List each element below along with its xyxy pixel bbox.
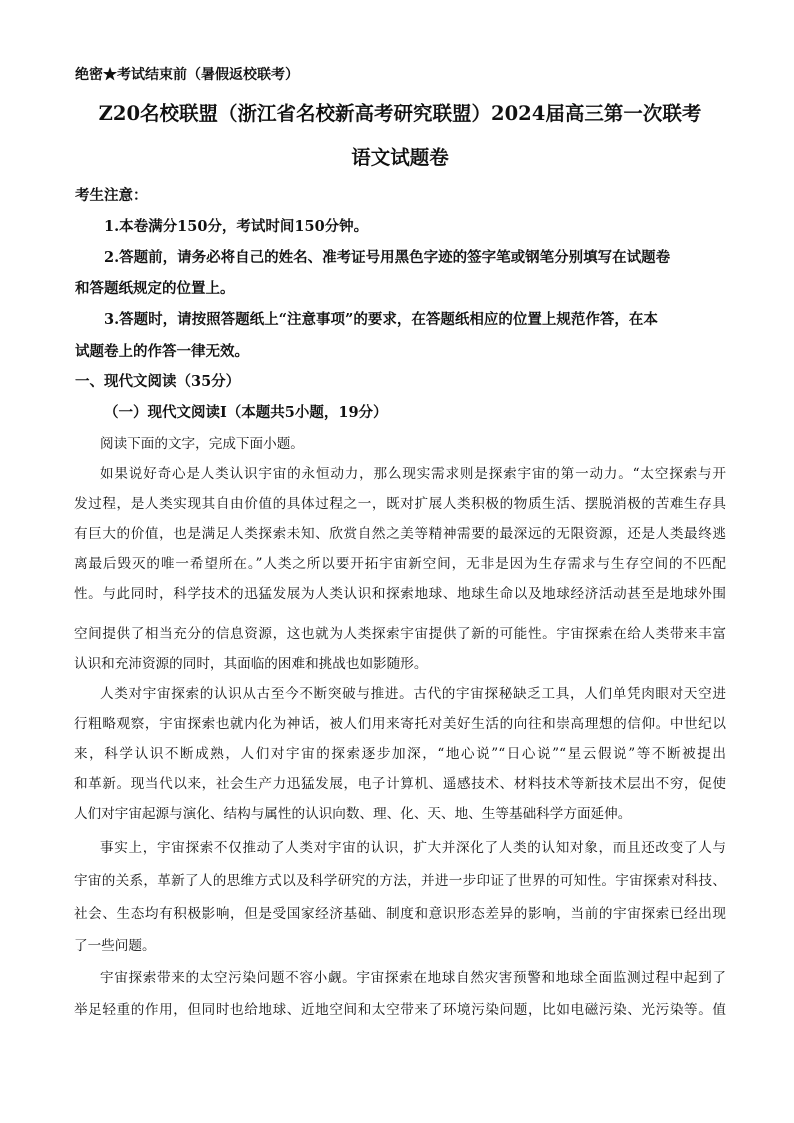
notice-heading: 考生注意： [75, 187, 148, 204]
passage-line: 有巨大的价值，也是满足人类探索未知、欣赏自然之美等精神需要的最深远的无限资源，还是人类最终逃 [74, 526, 726, 542]
notice-item-2-line-2: 和答题纸规定的位置上。 [75, 280, 235, 297]
passage-line: 行粗略观察，宇宙探索也就内化为神话，被人们用来寄托对美好生活的向往和崇高理想的信仰。中世纪以 [74, 716, 726, 732]
section-subheading: （一）现代文阅读Ⅰ（本题共5小题，19分） [104, 404, 388, 421]
passage-line: 宇宙的关系，革新了人的思维方式以及科学研究的方法，并进一步印证了世界的可知性。宇宙探索对科技、 [74, 873, 726, 889]
passage-line: 社会、生态均有积极影响，但是受国家经济基础、制度和意识形态差异的影响，当前的宇宙探索已经出现 [74, 906, 726, 922]
passage-line: 人们对宇宙起源与演化、结构与属性的认识向数、理、化、天、地、生等基础科学方面延伸。 [74, 806, 632, 822]
section-heading: 一、现代文阅读（35分） [75, 373, 241, 390]
passage-line: 人类对宇宙探索的认识从古至今不断突破与推进。古代的宇宙探秘缺乏工具，人们单凭肉眼对天空进 [100, 686, 726, 702]
passage-line: 举足轻重的作用，但同时也给地球、近地空间和太空带来了环境污染问题，比如电磁污染、光污染等。值 [74, 1002, 726, 1018]
passage-line: 性。与此同时，科学技术的迅猛发展为人类认识和探索地球、地球生命以及地球经济活动甚至是地球外围 [74, 586, 726, 602]
passage-line: 认识和充沛资源的同时，其面临的困难和挑战也如影随形。 [74, 656, 428, 672]
passage-line: 空间提供了相当充分的信息资源，这也就为人类探索宇宙提供了新的可能性。宇宙探索在给人类带来丰富 [74, 626, 726, 642]
passage-line: 离最后毁灭的唯一希望所在。”人类之所以要开拓宇宙新空间，无非是因为生存需求与生存空间的不匹配 [74, 556, 726, 572]
notice-item-2-line-1: 2.答题前，请务必将自己的姓名、准考证号用黑色字迹的签字笔或钢笔分别填写在试题卷 [104, 249, 671, 266]
confidential-label: 绝密★考试结束前（暑假返校联考） [75, 67, 299, 83]
exam-subject-title: 语文试题卷 [351, 146, 449, 169]
reading-instruction: 阅读下面的文字，完成下面小题。 [100, 436, 304, 452]
passage-line: 宇宙探索带来的太空污染问题不容小觑。宇宙探索在地球自然灾害预警和地球全面监测过程中起到了 [100, 970, 726, 986]
notice-item-3-line-2: 试题卷上的作答一律无效。 [75, 343, 249, 360]
passage-line: 来，科学认识不断成熟，人们对宇宙的探索逐步加深，“地心说”“日心说”“星云假说”等不断被提出 [74, 746, 726, 762]
notice-item-1: 1.本卷满分150分，考试时间150分钟。 [104, 218, 369, 235]
passage-line: 事实上，宇宙探索不仅推动了人类对宇宙的认识，扩大并深化了人类的认知对象，而且还改变了人与 [100, 840, 726, 856]
passage-line: 了一些问题。 [74, 938, 156, 954]
passage-line: 发过程，是人类实现其自由价值的具体过程之一，既对扩展人类积极的物质生活、摆脱消极的苦难生存具 [74, 496, 726, 512]
notice-item-3-line-1: 3.答题时，请按照答题纸上“注意事项”的要求，在答题纸相应的位置上规范作答，在本 [104, 311, 658, 328]
exam-title: Z20名校联盟（浙江省名校新高考研究联盟）2024届高三第一次联考 [98, 102, 702, 125]
passage-line: 如果说好奇心是人类认识宇宙的永恒动力，那么现实需求则是探索宇宙的第一动力。“太空探索与开 [100, 466, 726, 482]
passage-line: 和革新。现当代以来，社会生产力迅猛发展，电子计算机、遥感技术、材料技术等新技术层出不穷，促使 [74, 776, 726, 792]
